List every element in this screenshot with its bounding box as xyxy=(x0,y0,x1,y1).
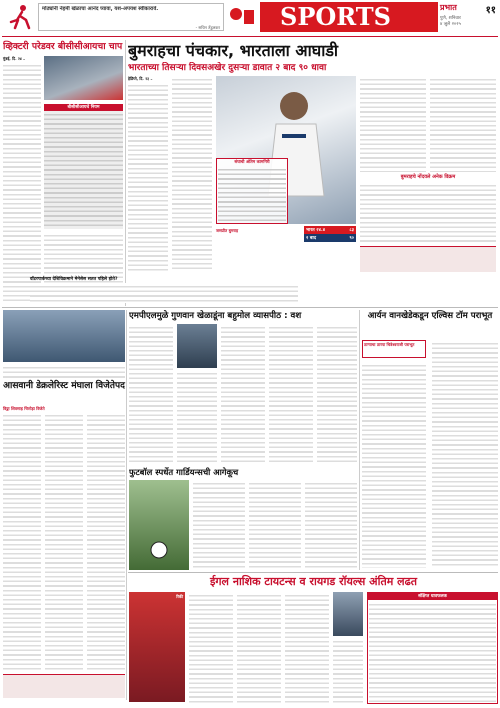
left-story-body-2 xyxy=(44,104,123,304)
scoreboard xyxy=(304,226,356,242)
header-quote: मोठ्यांनी नेहमी खेळाचा आनंद घ्यावा, यश-अपयश स्वीकारावे. xyxy=(42,6,159,12)
middle-right-col-1 xyxy=(362,362,426,568)
bottom-inset-photo xyxy=(333,592,363,636)
quote-band-body xyxy=(30,283,298,303)
middle-left-headline: आसवानी डेक्रलेरिस्ट मंघाला विजेतेपद xyxy=(3,381,125,391)
scorecard-title: संक्षिप्त धावफलक xyxy=(368,593,497,600)
left-col-divider xyxy=(125,40,126,306)
main-story-column-1 xyxy=(128,76,168,272)
middle-right-story xyxy=(362,310,498,570)
masthead xyxy=(0,0,500,38)
football-photo xyxy=(129,480,189,570)
page-number: ११ xyxy=(485,5,496,16)
score-row2-label: २ बाद xyxy=(306,236,317,241)
middle-right-sub-box xyxy=(362,340,426,358)
left-story-body-1 xyxy=(3,62,41,304)
brand-logo: प्रभात xyxy=(440,3,457,12)
main-body-col-1 xyxy=(128,82,168,272)
middle-left-story xyxy=(3,310,125,700)
caption-box-title: संघाची अंतिम कामगिरी xyxy=(234,159,270,164)
quote-runner-icon xyxy=(7,4,35,30)
middle-left-results xyxy=(3,674,125,698)
bottom-col-2 xyxy=(237,592,281,704)
left-story-photo xyxy=(44,56,123,100)
quote-band xyxy=(30,276,298,304)
score-row1-label: भारत २४.४ xyxy=(306,228,326,233)
football-story xyxy=(129,466,357,570)
left-sidebar-title: बीसीसीआयचे नियम xyxy=(44,104,123,111)
left-story-dateline: मुंबई, दि. २४ – xyxy=(3,56,25,61)
main-story-column-4 xyxy=(430,76,496,172)
edition: पुणे, शनिवार xyxy=(440,16,461,21)
football-col-2 xyxy=(249,480,301,570)
header-quote-author: - सचिन तेंडुलकर xyxy=(195,25,220,30)
main-story xyxy=(128,40,498,276)
main-photo-caption: जसप्रीत बुमराह xyxy=(216,228,239,233)
bottom-headline: ईगल नाशिक टायटन्स व रायगड रॉयल्स अंतिम लढत xyxy=(209,575,418,588)
brand-box xyxy=(440,2,498,34)
middle-center-portrait xyxy=(177,324,217,368)
middle-center-col-2 xyxy=(177,370,217,464)
middle-right-col-2 xyxy=(432,340,498,568)
football-col-1 xyxy=(193,480,245,570)
bottom-col-3 xyxy=(285,592,329,704)
middle-right-headline: आर्यन वानखेडेकडून एल्विस टॉम पराभूत xyxy=(367,311,493,321)
middle-center-col-1 xyxy=(129,324,173,464)
left-story xyxy=(3,40,123,306)
bottom-rule xyxy=(128,572,498,573)
left-story-headline: व्हिक्टरी परेडवर बीसीसीआयचा चाप xyxy=(3,41,123,52)
main-story-headline: बुमराहचा पंचकार, भारताला आघाडी xyxy=(128,41,339,60)
header-icons xyxy=(228,6,258,30)
score-row2-value: ९० xyxy=(349,236,354,241)
bottom-col-1 xyxy=(189,592,233,704)
quote-band-text: वॉटरपार्कच्या देशिविक्रमाने मेनेसेस सतत पहिले होते? xyxy=(30,277,118,282)
left-sidebar-list xyxy=(44,111,123,229)
scorecard-body xyxy=(369,601,496,703)
football-col-3 xyxy=(305,480,357,570)
middle-divider-1 xyxy=(126,310,127,700)
left-story-column-1 xyxy=(3,56,41,304)
middle-left-caption xyxy=(3,364,125,378)
main-inner-headline: बुमराहचे नोंदवले अनेक विक्रम xyxy=(400,174,456,180)
main-story-column-3 xyxy=(360,76,426,172)
football-icon xyxy=(129,480,189,570)
date: ४ जुलै २०२५ xyxy=(440,22,461,27)
middle-center-col-3 xyxy=(221,324,265,464)
middle-left-subhead: विठ्ठा शिवसाह चित्तोड़ा विजेते xyxy=(3,406,45,411)
caption-box-body xyxy=(218,166,286,222)
middle-center-col-5 xyxy=(317,324,357,464)
bottom-col-4 xyxy=(333,638,363,704)
main-story-dateline: हेडिंग्ले, दि. २३ – xyxy=(128,76,153,81)
middle-left-col-2 xyxy=(45,412,83,672)
bottom-photo xyxy=(129,592,185,702)
sports-banner: SPORTS xyxy=(260,2,438,32)
bottom-photo-caption: रिकी xyxy=(176,594,183,599)
bottom-story xyxy=(129,574,498,706)
middle-center-col-4 xyxy=(269,324,313,464)
main-inner-body xyxy=(360,182,496,244)
middle-left-col-3 xyxy=(87,412,125,672)
main-story-column-2 xyxy=(172,76,212,272)
main-photo-caption-box xyxy=(216,158,288,224)
middle-right-sub: ठान्याचा ठारपा चित्रेश्वराजी पराभूत xyxy=(364,342,415,347)
mid-rule xyxy=(2,307,498,308)
record-table xyxy=(360,246,496,272)
middle-left-photo xyxy=(3,310,125,362)
football-headline: फुटबॉल स्पर्धेत गार्डियन्सची आगेकूच xyxy=(129,467,239,477)
header-quote-box xyxy=(38,3,224,31)
middle-left-col-1 xyxy=(3,412,41,672)
middle-center-headline: एमपीएलमुळे गुणवान खेळाडूंना बहुमोल व्यासपीठ : वश xyxy=(129,311,302,321)
score-row1-value: ८३ xyxy=(349,228,354,233)
middle-center-story xyxy=(129,310,357,464)
scorecard-box xyxy=(367,592,498,704)
middle-divider-2 xyxy=(359,310,360,570)
header-rule xyxy=(2,36,498,37)
main-story-subhead: भारताच्या तिसऱ्या दिवसअखेर दुसऱ्या डावात २ बाद ९० धावा xyxy=(128,63,327,73)
